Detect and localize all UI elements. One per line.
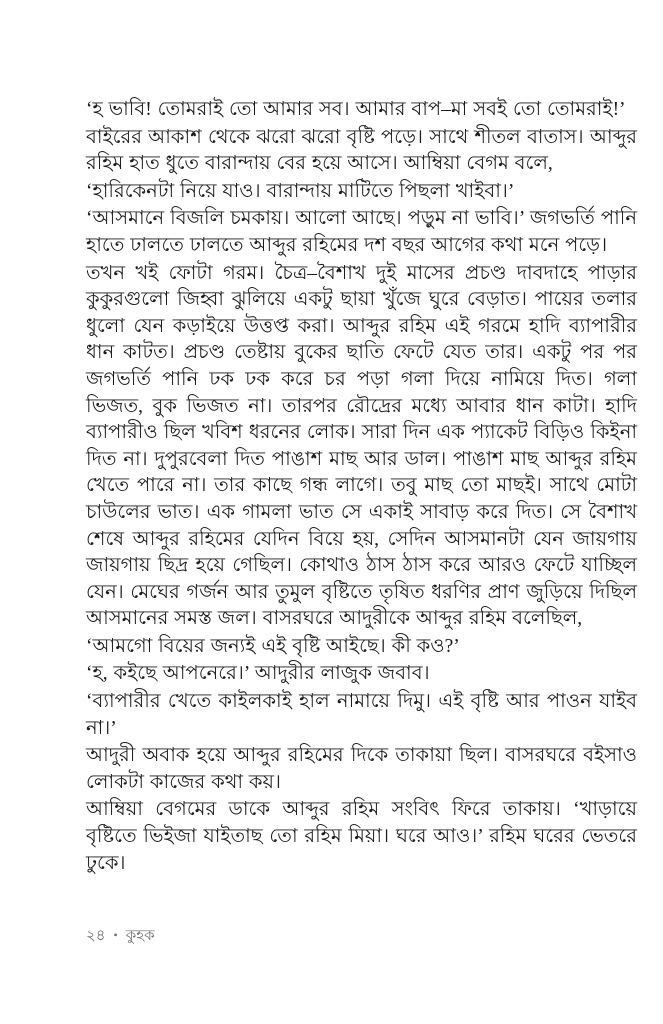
paragraph: বাইরের আকাশ থেকে ঝরো ঝরো বৃষ্টি পড়ে। সাথে শীতল বাতাস। আব্দুর রহিম হাত ধুতে বারান্দায় বের হয়ে আসে। আম্বিয়া বেগম বলে, (86, 126, 637, 175)
paragraph: আম্বিয়া বেগমের ডাকে আব্দুর রহিম সংবিৎ ফিরে তাকায়। ‘খাড়ায়ে বৃষ্টিতে ভিইজা যাইতাছ তো রহিম মিয়া। ঘরে আও।’ রহিম ঘরের ভেতরে ঢুকে। (86, 799, 637, 874)
paragraph: ‘আমগো বিয়ের জন্যই এই বৃষ্টি আইছে। কী কও?’ (86, 635, 460, 657)
paragraph: ‘হ, কইছে আপনেরে।’ আদুরীর লাজুক জবাব। (86, 663, 430, 685)
footer-separator-dot: • (113, 928, 118, 942)
running-footer (86, 926, 155, 946)
footer-book-title: কুহক (125, 928, 155, 944)
paragraph: ‘আসমানে বিজলি চমকায়। আলো আছে। পড়ুম না ভাবি।’ জগভর্তি পানি হাতে ঢালতে ঢালতে আব্দুর রহিমের দশ বছর আগের কথা মনে পড়ে। (86, 208, 637, 256)
paragraph: ‘হারিকেনটা নিয়ে যাও। বারান্দায় মাটিতে পিছলা খাইবা।’ (86, 180, 515, 202)
paragraph: ‘হ ভাবি! তোমরাই তো আমার সব। আমার বাপ–মা সবই তো তোমরাই!’ (86, 99, 626, 120)
paragraph: ‘ব্যাপারীর খেতে কাইলকাই হাল নামায়ে দিমু। এই বৃষ্টি আর পাওন যাইব না।’ (86, 691, 637, 739)
footer-page-number: ২৪ (86, 928, 106, 944)
paragraph: তখন খই ফোটা গরম। চৈত্র–বৈশাখ দুই মাসের প্রচণ্ড দাবদাহে পাড়ার কুকুরগুলো জিহ্বা ঝুলিয়ে একটু ছায়া খুঁজে ঘুরে বেড়াত। পায়ের তলার ধুলো যেন কড়াইয়ে উত্তপ্ত করা। আব্দুর রহিম এই গরমে হাদি ব্যাপারীর ধান কাটত। প্রচণ্ড তেষ্টায় বুকের ছাতি ফেটে যেত তার। একটু পর পর জগভর্তি পানি ঢক ঢক করে চর পড়া গলা দিয়ে নামিয়ে দিত। গলা ভিজত, বুক ভিজত না। তারপর রৌদ্রের মধ্যে আবার ধান কাটা। হাদি ব্যাপারীও ছিল খবিশ ধরনের লোক। সারা দিন এক প্যাকেট বিড়িও কিইনা দিত না। দুপুরবেলা দিত পাঙাশ মাছ আর ডাল। পাঙাশ মাছ আব্দুর রহিম খেতে পারে না। তার কাছে গন্ধ লাগে। তবু মাছ তো মাছই। সাথে মোটা চাউলের ভাত। এক গামলা ভাত সে একাই সাবাড় করে দিত। সে বৈশাখ শেষে আব্দুর রহিমের যেদিন বিয়ে হয়, সেদিন আসমানটা যেন জায়গায় জায়গায় ছিদ্র হয়ে গেছিল। কোথাও ঠাস ঠাস করে আরও ফেটে যাচ্ছিল যেন। মেঘের গর্জন আর তুমুল বৃষ্টিতে তৃষিত ধরণির প্রাণ জুড়িয়ে দিছিল আসমানের সমস্ত জল। বাসরঘরে আদুরীকে আব্দুর রহিম বলেছিল, (86, 262, 637, 630)
paragraph: আদুরী অবাক হয়ে আব্দুর রহিমের দিকে তাকায়া ছিল। বাসরঘরে বইসাও লোকটা কাজের কথা কয়। (86, 745, 637, 793)
body-text (86, 97, 637, 878)
